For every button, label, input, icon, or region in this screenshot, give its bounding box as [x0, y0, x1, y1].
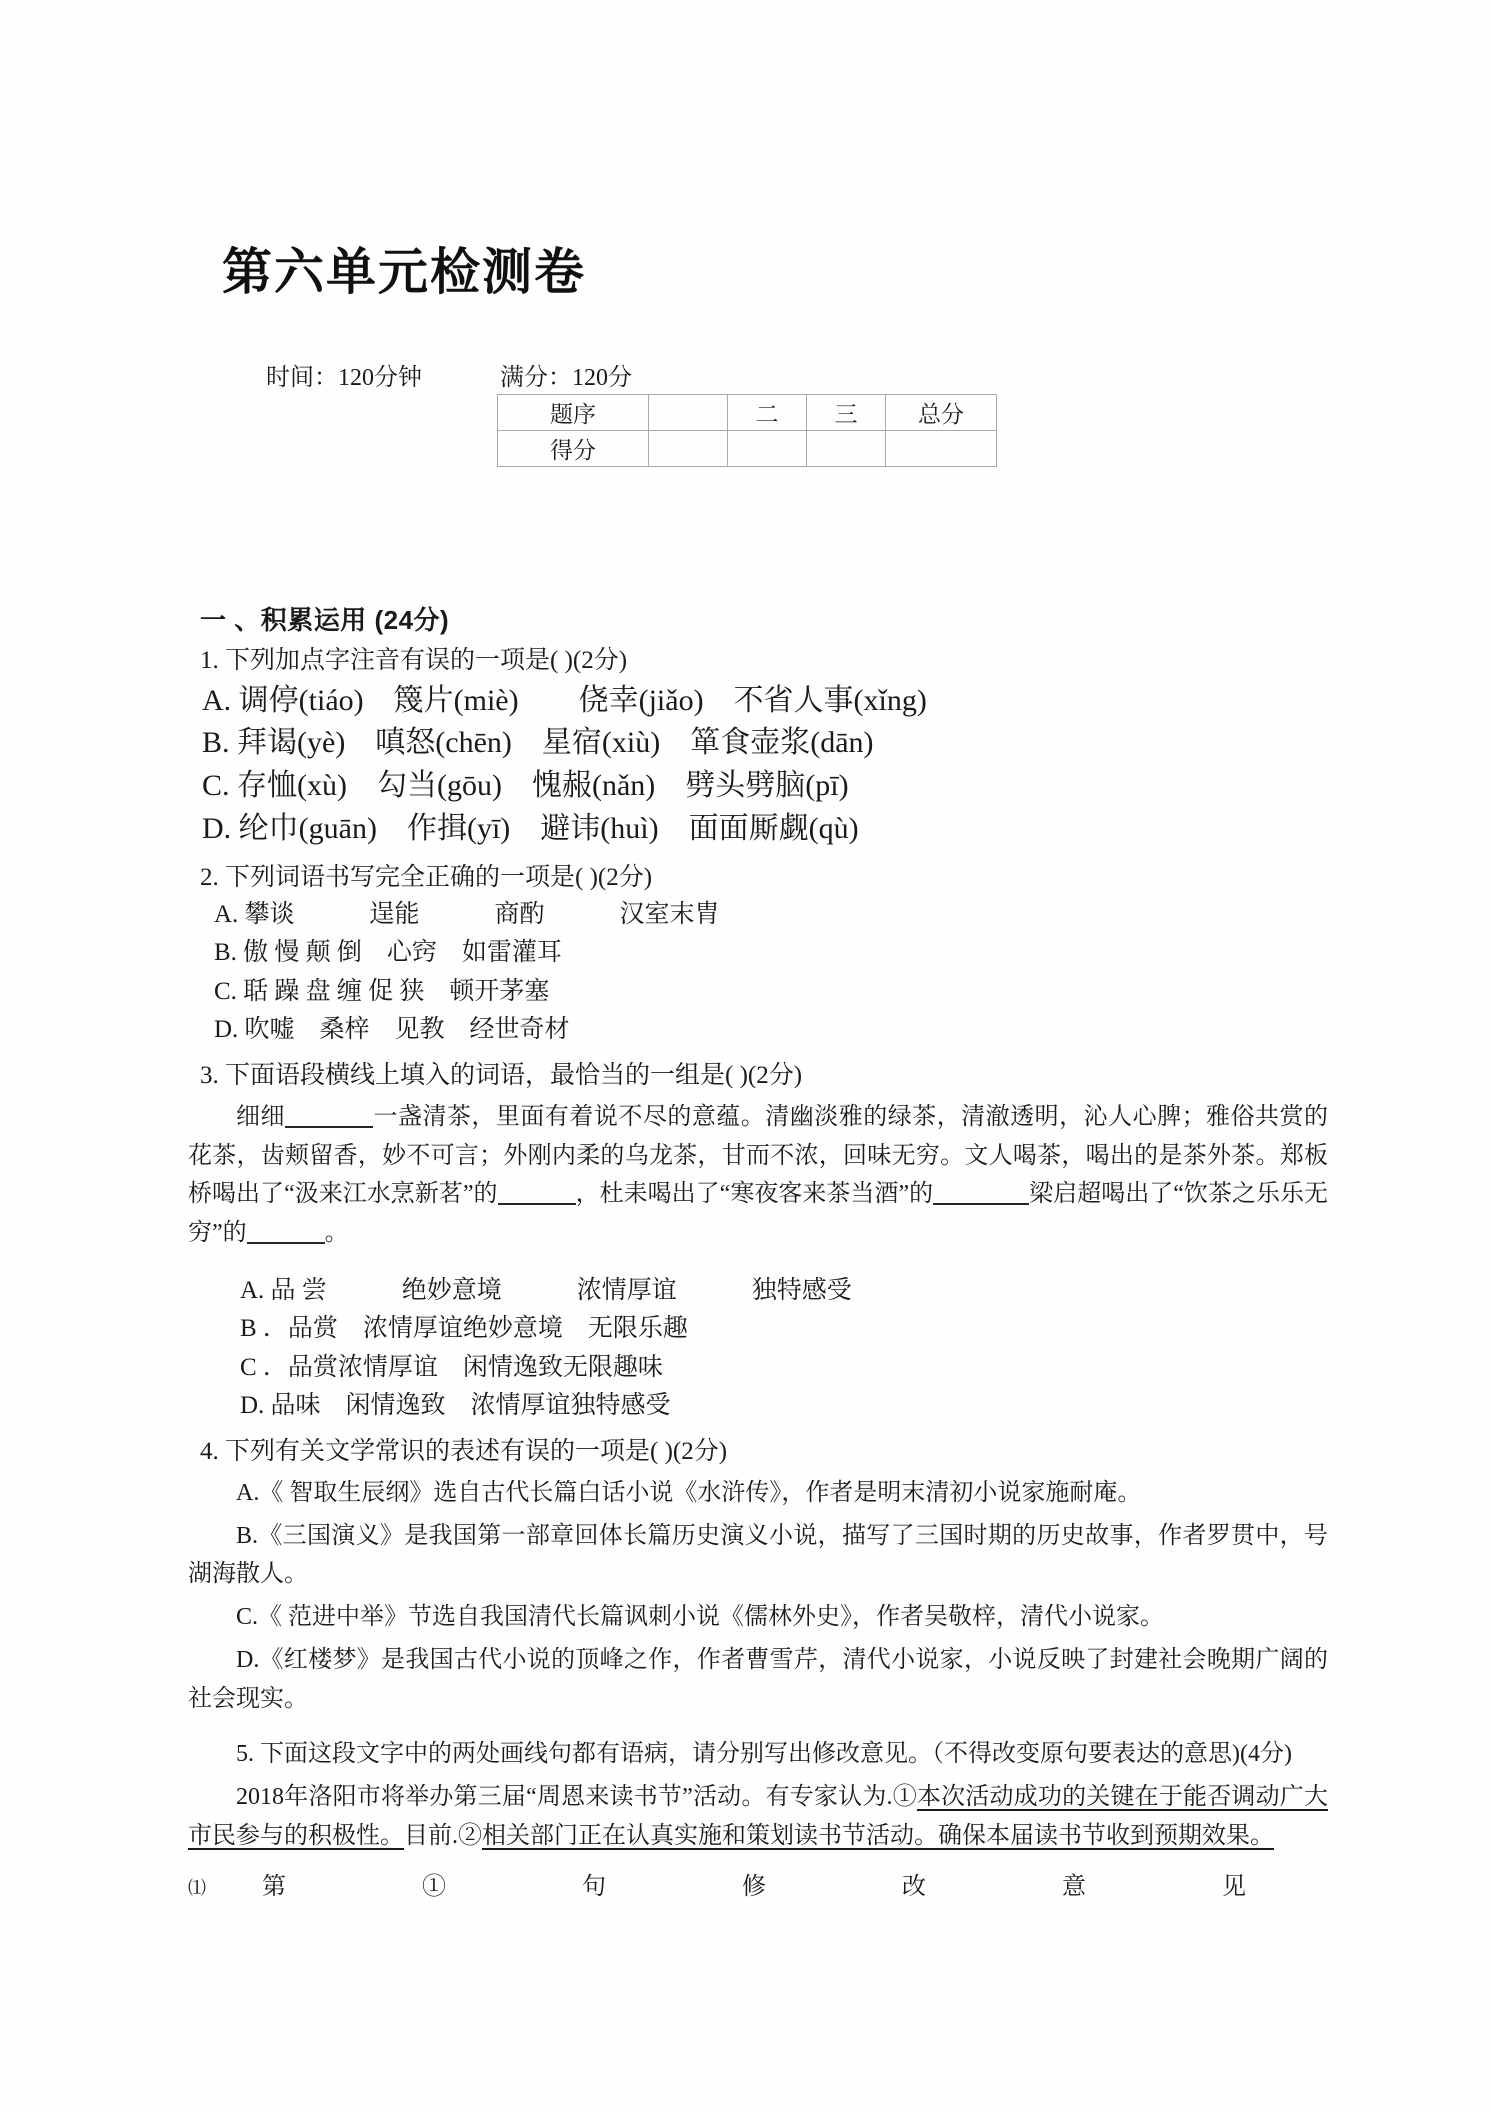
score-table [497, 394, 997, 467]
exam-duration: 时间：120分钟 [266, 365, 422, 391]
sentence-marker-2-icon: ② [458, 1822, 482, 1849]
table-cell[interactable]: 二 [728, 395, 807, 431]
question-2-option-d[interactable]: D. 吹嘘 桑梓 见教 经世奇材 [214, 1015, 570, 1043]
table-cell-row-label: 得分 [498, 431, 649, 467]
passage-part-4: 梁启超喝出了“饮茶之乐乐无穷”的 [188, 1181, 1329, 1247]
question-3-passage [188, 1098, 1328, 1254]
section-heading-1: 一 、积累运用 (24分) [200, 605, 450, 635]
question-3-option-d[interactable]: D. 品味 闲情逸致 浓情厚谊独特感受 [240, 1391, 671, 1419]
table-cell[interactable] [649, 395, 728, 431]
answer-item-number: ⑴ [188, 1877, 206, 1898]
question-1-option-d[interactable]: D. 纶巾(guān) 作揖(yī) 避讳(huì) 面面厮觑(qù) [202, 811, 859, 845]
question-1-option-c[interactable]: C. 存恤(xù) 勾当(gōu) 愧赧(nǎn) 劈头劈脑(pī) [202, 769, 849, 803]
table-cell-row-label: 题序 [498, 395, 649, 431]
passage-head: 2018年洛阳市将举办第三届“周恩来读书节”活动。有专家认为. [236, 1783, 893, 1810]
question-5-passage [188, 1778, 1328, 1856]
question-2-option-a[interactable]: A. 攀谈 逞能 商酌 汉室末胄 [214, 901, 720, 929]
question-4-option-a[interactable]: A.《 智取生辰纲》选自古代长篇白话小说《水浒传》，作者是明末清初小说家施耐庵。 [236, 1479, 1142, 1506]
sentence-marker-1-icon: ① [892, 1783, 917, 1810]
passage-part-5: 。 [324, 1220, 349, 1247]
question-4-option-b[interactable]: B.《三国演义》是我国第一部章回体长篇历史演义小说，描写了三国时期的历史故事，作者罗贯中，号湖海散人。 [188, 1522, 1328, 1588]
page-title: 第六单元检测卷 [222, 244, 586, 300]
question-3-stem: 3. 下面语段横线上填入的词语，最恰当的一组是( )(2分) [200, 1062, 803, 1090]
question-3-option-a[interactable]: A. 品 尝 绝妙意境 浓情厚谊 独特感受 [240, 1277, 852, 1305]
question-5-answer-line [188, 1866, 1328, 1901]
fill-blank-1[interactable] [285, 1126, 373, 1128]
passage-part-1: 细细 [236, 1103, 285, 1130]
question-2-option-c[interactable]: C. 聒 躁 盘 缠 促 狭 顿开茅塞 [214, 977, 550, 1005]
fill-blank-4[interactable] [247, 1242, 325, 1244]
question-1-option-b[interactable]: B. 拜谒(yè) 嗔怒(chēn) 星宿(xiù) 箪食壶浆(dān) [202, 726, 874, 760]
fill-blank-2[interactable] [498, 1203, 576, 1205]
exam-full-score: 满分：120分 [500, 365, 632, 391]
exam-content [188, 600, 1328, 1901]
question-2-stem: 2. 下列词语书写完全正确的一项是( )(2分) [200, 863, 653, 891]
answer-item-label: 第 ① 句 修 改 意 见 [262, 1873, 1302, 1900]
table-cell[interactable] [807, 431, 886, 467]
fill-blank-3[interactable] [933, 1203, 1029, 1205]
underlined-sentence-2[interactable]: 相关部门正在认真实施和策划读书节活动。确保本届读书节收到预期效果。 [482, 1822, 1274, 1849]
question-3-option-b[interactable]: B ．品赏 浓情厚谊绝妙意境 无限乐趣 [240, 1315, 688, 1343]
question-5-stem: 5. 下面这段文字中的两处画线句都有语病，请分别写出修改意见。（不得改变原句要表达的意思)(4分) [236, 1740, 1292, 1767]
table-cell[interactable] [649, 431, 728, 467]
question-3-option-c[interactable]: C ．品赏浓情厚谊 闲情逸致无限趣味 [240, 1353, 663, 1381]
table-cell[interactable] [728, 431, 807, 467]
table-cell[interactable]: 总分 [886, 395, 997, 431]
passage-mid: 目前. [404, 1822, 458, 1849]
passage-part-2: 一盏清茶，里面有着说不尽的意蕴。清幽淡雅的绿茶，清澈透明，沁人心脾；雅俗共赏的花茶，齿颊留香，妙不可言；外刚内柔的乌龙茶，甘而不浓，回味无穷。文人喝茶，喝出的是茶外茶。郑板桥喝出了“汲来江水烹新茗”的 [188, 1103, 1329, 1208]
question-4-stem: 4. 下列有关文学常识的表述有误的一项是( )(2分) [200, 1438, 728, 1466]
passage-part-3: ，杜耒喝出了“寒夜客来茶当酒”的 [575, 1181, 934, 1208]
table-row [498, 395, 997, 431]
table-row [498, 431, 997, 467]
underlined-sentence-1[interactable]: 本次活动成功的关键在于能否调动广大市民参与的积极性。 [188, 1783, 1328, 1849]
table-cell[interactable]: 三 [807, 395, 886, 431]
question-4-option-d[interactable]: D.《红楼梦》是我国古代小说的顶峰之作，作者曹雪芹，清代小说家，小说反映了封建社会晚期广阔的社会现实。 [188, 1647, 1328, 1713]
question-2-option-b[interactable]: B. 傲 慢 颠 倒 心窍 如雷灌耳 [214, 939, 562, 967]
question-4-option-c[interactable]: C.《 范进中举》节选自我国清代长篇讽刺小说《儒林外史》，作者吴敬梓，清代小说家。 [236, 1604, 1165, 1631]
table-cell[interactable] [886, 431, 997, 467]
question-1-option-a[interactable]: A. 调停(tiáo) 篾片(miè) 侥幸(jiǎo) 不省人事(xǐng) [202, 683, 927, 717]
question-1-stem: 1. 下列加点字注音有误的一项是( )(2分) [200, 647, 628, 674]
